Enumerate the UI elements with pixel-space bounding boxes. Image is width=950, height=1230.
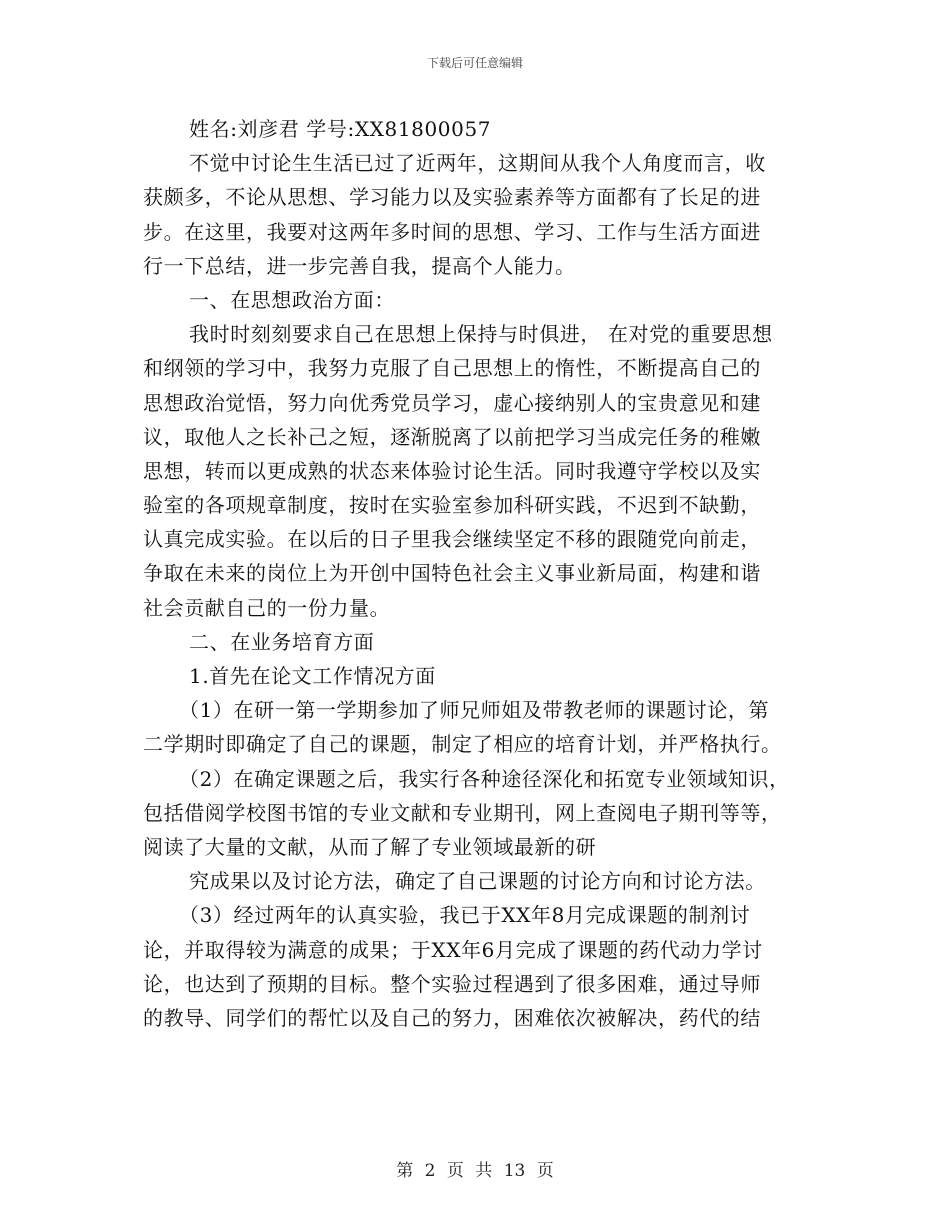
text-line: （3）经过两年的认真实验，我已于XX年8月完成课题的制剂讨 bbox=[179, 903, 751, 928]
page-number-footer: 第 2 页 共 13 页 bbox=[396, 1161, 554, 1181]
text-line: 思想，转而以更成熟的状态来体验讨论生活。同时我遵守学校以及实 bbox=[143, 458, 761, 483]
section-heading: 二、在业务培育方面 bbox=[189, 629, 375, 654]
text-line: 的教导、同学们的帮忙以及自己的努力，困难依次被解决，药代的结 bbox=[143, 1005, 761, 1030]
text-line: 步。在这里，我要对这两年多时间的思想、学习、工作与生活方面进 bbox=[143, 219, 761, 244]
page-header: 下载后可任意编辑 bbox=[426, 56, 523, 70]
section-heading: 一、在思想政治方面： bbox=[189, 287, 395, 312]
text-line: 究成果以及讨论方法，确定了自己课题的讨论方向和讨论方法。 bbox=[189, 869, 766, 894]
text-line: 社会贡献自己的一份力量。 bbox=[143, 595, 391, 620]
text-line: 争取在未来的岗位上为开创中国特色社会主义事业新局面，构建和谐 bbox=[143, 561, 761, 586]
text-line: 论，也达到了预期的目标。整个实验过程遇到了很多困难，通过导师 bbox=[143, 971, 761, 996]
text-line: 论，并取得较为满意的成果；于XX年6月完成了课题的药代动力学讨 bbox=[143, 937, 763, 962]
text-line: 思想政治觉悟，努力向优秀党员学习，虚心接纳别人的宝贵意见和建 bbox=[143, 390, 761, 415]
text-line: 行一下总结，进一步完善自我，提高个人能力。 bbox=[143, 253, 576, 278]
text-line: 和纲领的学习中，我努力克服了自己思想上的惰性，不断提高自己的 bbox=[143, 356, 761, 381]
text-line: 姓名:刘彦君 学号:XX81800057 bbox=[189, 117, 492, 141]
subsection-heading: 1.首先在论文工作情况方面 bbox=[189, 664, 436, 688]
text-line: 我时时刻刻要求自己在思想上保持与时俱进， 在对党的重要思想 bbox=[189, 322, 773, 347]
text-line: 包括借阅学校图书馆的专业文献和专业期刊，网上查阅电子期刊等等， bbox=[143, 800, 782, 825]
text-line: （1）在研一第一学期参加了师兄师姐及带教老师的课题讨论，第 bbox=[179, 698, 770, 723]
text-line: 议，取他人之长补己之短，逐渐脱离了以前把学习当成完任务的稚嫩 bbox=[143, 424, 761, 449]
text-line: 获颇多，不论从思想、学习能力以及实验素养等方面都有了长足的进 bbox=[143, 185, 761, 210]
text-line: （2）在确定课题之后，我实行各种途径深化和拓宽专业领域知识， bbox=[179, 766, 790, 791]
text-line: 阅读了大量的文献，从而了解了专业领域最新的研 bbox=[143, 834, 597, 859]
text-line: 验室的各项规章制度，按时在实验室参加科研实践，不迟到不缺勤， bbox=[143, 493, 761, 518]
text-line: 认真完成实验。在以后的日子里我会继续坚定不移的跟随党向前走， bbox=[143, 527, 761, 552]
text-line: 不觉中讨论生生活已过了近两年，这期间从我个人角度而言，收 bbox=[189, 151, 766, 176]
document-body bbox=[143, 112, 818, 1035]
text-line: 二学期时即确定了自己的课题，制定了相应的培育计划，并严格执行。 bbox=[143, 732, 782, 757]
